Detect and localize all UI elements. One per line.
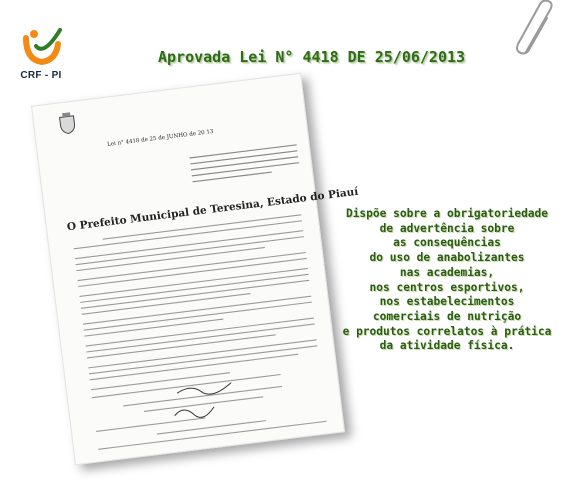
description-line: nos centros esportivos, (369, 280, 525, 294)
law-document-image (40, 78, 359, 474)
description-line: as consequências (393, 236, 501, 250)
document-paper (31, 73, 359, 465)
page-title: Aprovada Lei N° 4418 DE 25/06/2013 (158, 48, 466, 66)
description-line: nos estabelecimentos (379, 295, 515, 309)
description-line: nas academias, (399, 265, 495, 279)
description-line: do uso de anabolizantes (369, 251, 525, 265)
coat-of-arms-icon (57, 112, 78, 136)
description-line: da atividade física. (379, 339, 515, 353)
document-body-text (63, 210, 332, 453)
description-line: comerciais de nutrição (372, 309, 522, 323)
document-text-block-top (189, 141, 303, 194)
paperclip-icon (512, 0, 562, 60)
lei-number-line: Lei n° 4418 de 25 de JUNHO de 20 13 (106, 128, 214, 148)
law-description (336, 207, 558, 354)
document-heading: O Prefeito Municipal de Teresina, Estado do Piauí (66, 185, 359, 234)
description-line: Dispõe sobre a obrigatoriedade (345, 207, 549, 220)
description-line: e produtos correlatos à prática (342, 324, 552, 338)
crf-logo-icon (22, 26, 62, 66)
description-line: de advertência sobre (379, 221, 515, 235)
logo-text: CRF - PI (20, 70, 62, 81)
